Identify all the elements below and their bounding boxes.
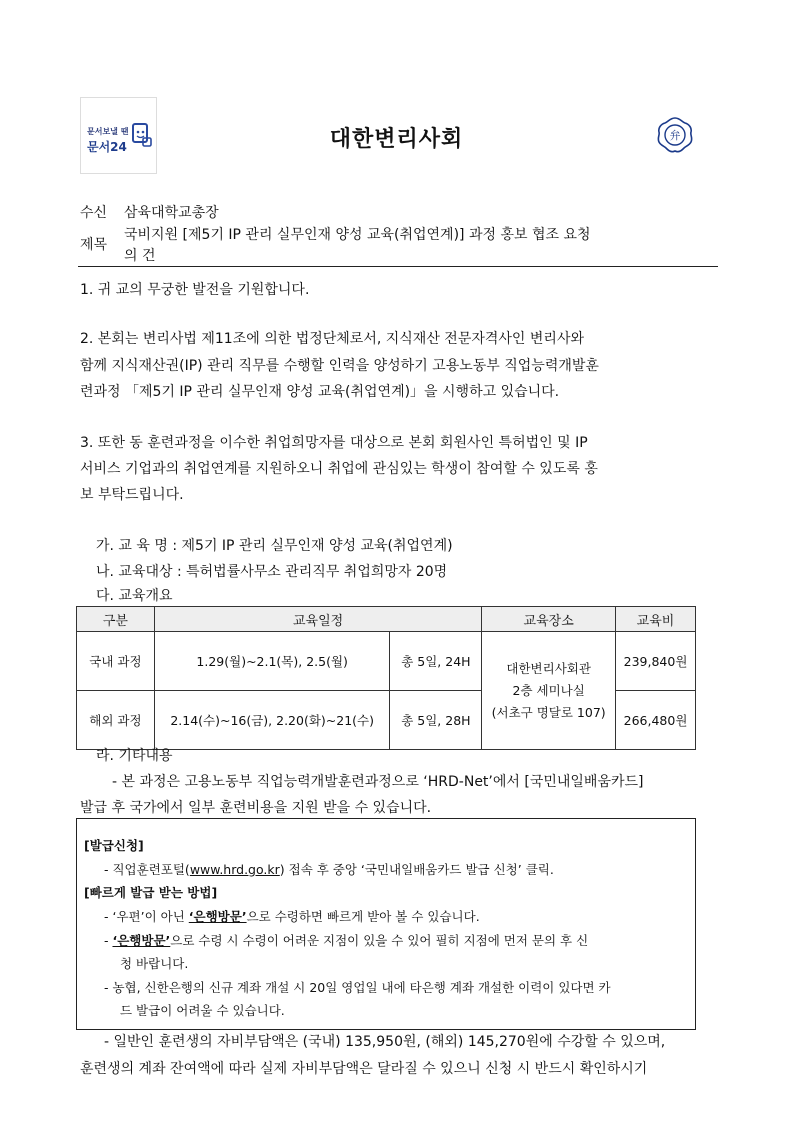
para-3-line-1: 3. 또한 동 훈련과정을 이수한 취업희망자를 대상으로 본회 회원사인 특허법인 및 IP bbox=[80, 435, 588, 451]
notice-bullet-1: - ‘우편’이 아닌 ‘은행방문’으로 수령하면 빠르게 받아 볼 수 있습니다. bbox=[104, 909, 480, 924]
subject-label: 제목 bbox=[80, 237, 108, 253]
row-fee: 239,840원 bbox=[616, 632, 696, 691]
row-type: 국내 과정 bbox=[77, 632, 155, 691]
divider bbox=[78, 266, 718, 267]
tail-line-2: 훈련생의 계좌 잔여액에 따라 실제 자비부담액은 달라질 수 있으니 신청 시 반드시 확인하시기 bbox=[80, 1061, 648, 1077]
notice-apply-line: - 직업훈련포털(www.hrd.go.kr) 접속 후 중앙 ‘국민내일배움카드 발급 신청’ 클릭. bbox=[104, 862, 554, 877]
recipient-label: 수신 bbox=[80, 205, 108, 221]
row-fee: 266,480원 bbox=[616, 691, 696, 750]
row-dates: 2.14(수)~16(금), 2.20(화)~21(수) bbox=[154, 691, 390, 750]
row-duration: 총 5일, 28H bbox=[390, 691, 482, 750]
notice-bullet-2: - ‘은행방문’으로 수령 시 수령이 어려운 지점이 있을 수 있어 필히 지점에 먼저 문의 후 신 bbox=[104, 933, 589, 948]
logo-brand: 문서24 bbox=[87, 140, 127, 154]
svg-text:弁: 弁 bbox=[669, 129, 681, 142]
header-fee: 교육비 bbox=[616, 607, 696, 632]
other-line-2: 발급 후 국가에서 일부 훈련비용을 지원 받을 수 있습니다. bbox=[80, 800, 432, 816]
para-3-line-3: 보 부탁드립니다. bbox=[80, 487, 184, 503]
row-duration: 총 5일, 24H bbox=[390, 632, 482, 691]
tail-line-1: - 일반인 훈련생의 자비부담액은 (국내) 135,950원, (해외) 145,270원에 수강할 수 있으며, bbox=[104, 1034, 666, 1050]
place-cell bbox=[482, 632, 616, 750]
row-dates: 1.29(월)~2.1(목), 2.5(월) bbox=[154, 632, 390, 691]
kpaa-seal-icon bbox=[656, 116, 694, 154]
header-schedule: 교육일정 bbox=[154, 607, 481, 632]
row-type: 해외 과정 bbox=[77, 691, 155, 750]
item-course-name: 가. 교 육 명 : 제5기 IP 관리 실무인재 양성 교육(취업연계) bbox=[96, 538, 453, 554]
other-line-1: - 본 과정은 고용노동부 직업능력개발훈련과정으로 ‘HRD-Net’에서 [국민내일배움카드] bbox=[112, 774, 644, 790]
notice-heading-apply: [발급신청] bbox=[84, 838, 144, 853]
header-place: 교육장소 bbox=[482, 607, 616, 632]
para-3-line-2: 서비스 기업과의 취업연계를 지원하오니 취업에 관심있는 학생이 참여할 수 있도록 홍 bbox=[80, 461, 598, 477]
recipient-value: 삼육대학교총장 bbox=[124, 205, 219, 221]
schedule-table bbox=[76, 606, 696, 750]
notice-bullet-2-cont: 청 바랍니다. bbox=[120, 956, 189, 971]
item-target: 나. 교육대상 : 특허법률사무소 관리직무 취업희망자 20명 bbox=[96, 564, 448, 580]
place-line-3: (서초구 명달로 107) bbox=[491, 704, 606, 720]
notice-bullet-3-cont: 드 발급이 어려울 수 있습니다. bbox=[120, 1003, 285, 1018]
place-line-2: 2층 세미나실 bbox=[512, 682, 585, 698]
hrd-portal-link[interactable]: www.hrd.go.kr bbox=[189, 862, 280, 877]
notice-bullet-3: - 농협, 신한은행의 신규 계좌 개설 시 20일 영업일 내에 타은행 계좌 개설한 이력이 있다면 카 bbox=[104, 980, 611, 995]
item-other: 라. 기타내용 bbox=[96, 748, 173, 764]
para-2-line-2: 함께 지식재산권(IP) 관리 직무를 수행할 인력을 양성하기 고용노동부 직업능력개발훈 bbox=[80, 358, 599, 374]
logo-slogan: 문서보낼 땐 bbox=[87, 127, 129, 136]
table-header-row bbox=[77, 607, 696, 632]
para-2-line-1: 2. 본회는 변리사법 제11조에 의한 법정단체로서, 지식재산 전문자격사인 변리사와 bbox=[80, 331, 584, 347]
item-overview: 다. 교육개요 bbox=[96, 588, 173, 604]
table-row bbox=[77, 632, 696, 691]
subject-line-2: 의 건 bbox=[124, 248, 156, 264]
notice-heading-fast: [빠르게 발급 받는 방법] bbox=[84, 885, 218, 900]
para-1: 1. 귀 교의 무궁한 발전을 기원합니다. bbox=[80, 282, 310, 298]
subject-line-1: 국비지원 [제5기 IP 관리 실무인재 양성 교육(취업연계)] 과정 홍보 협조 요청 bbox=[124, 227, 591, 243]
para-2-line-3: 련과정 「제5기 IP 관리 실무인재 양성 교육(취업연계)」을 시행하고 있습니다. bbox=[80, 384, 560, 400]
header-category: 구분 bbox=[77, 607, 155, 632]
place-line-1: 대한변리사회관 bbox=[506, 660, 591, 676]
org-title: 대한변리사회 bbox=[329, 127, 464, 152]
